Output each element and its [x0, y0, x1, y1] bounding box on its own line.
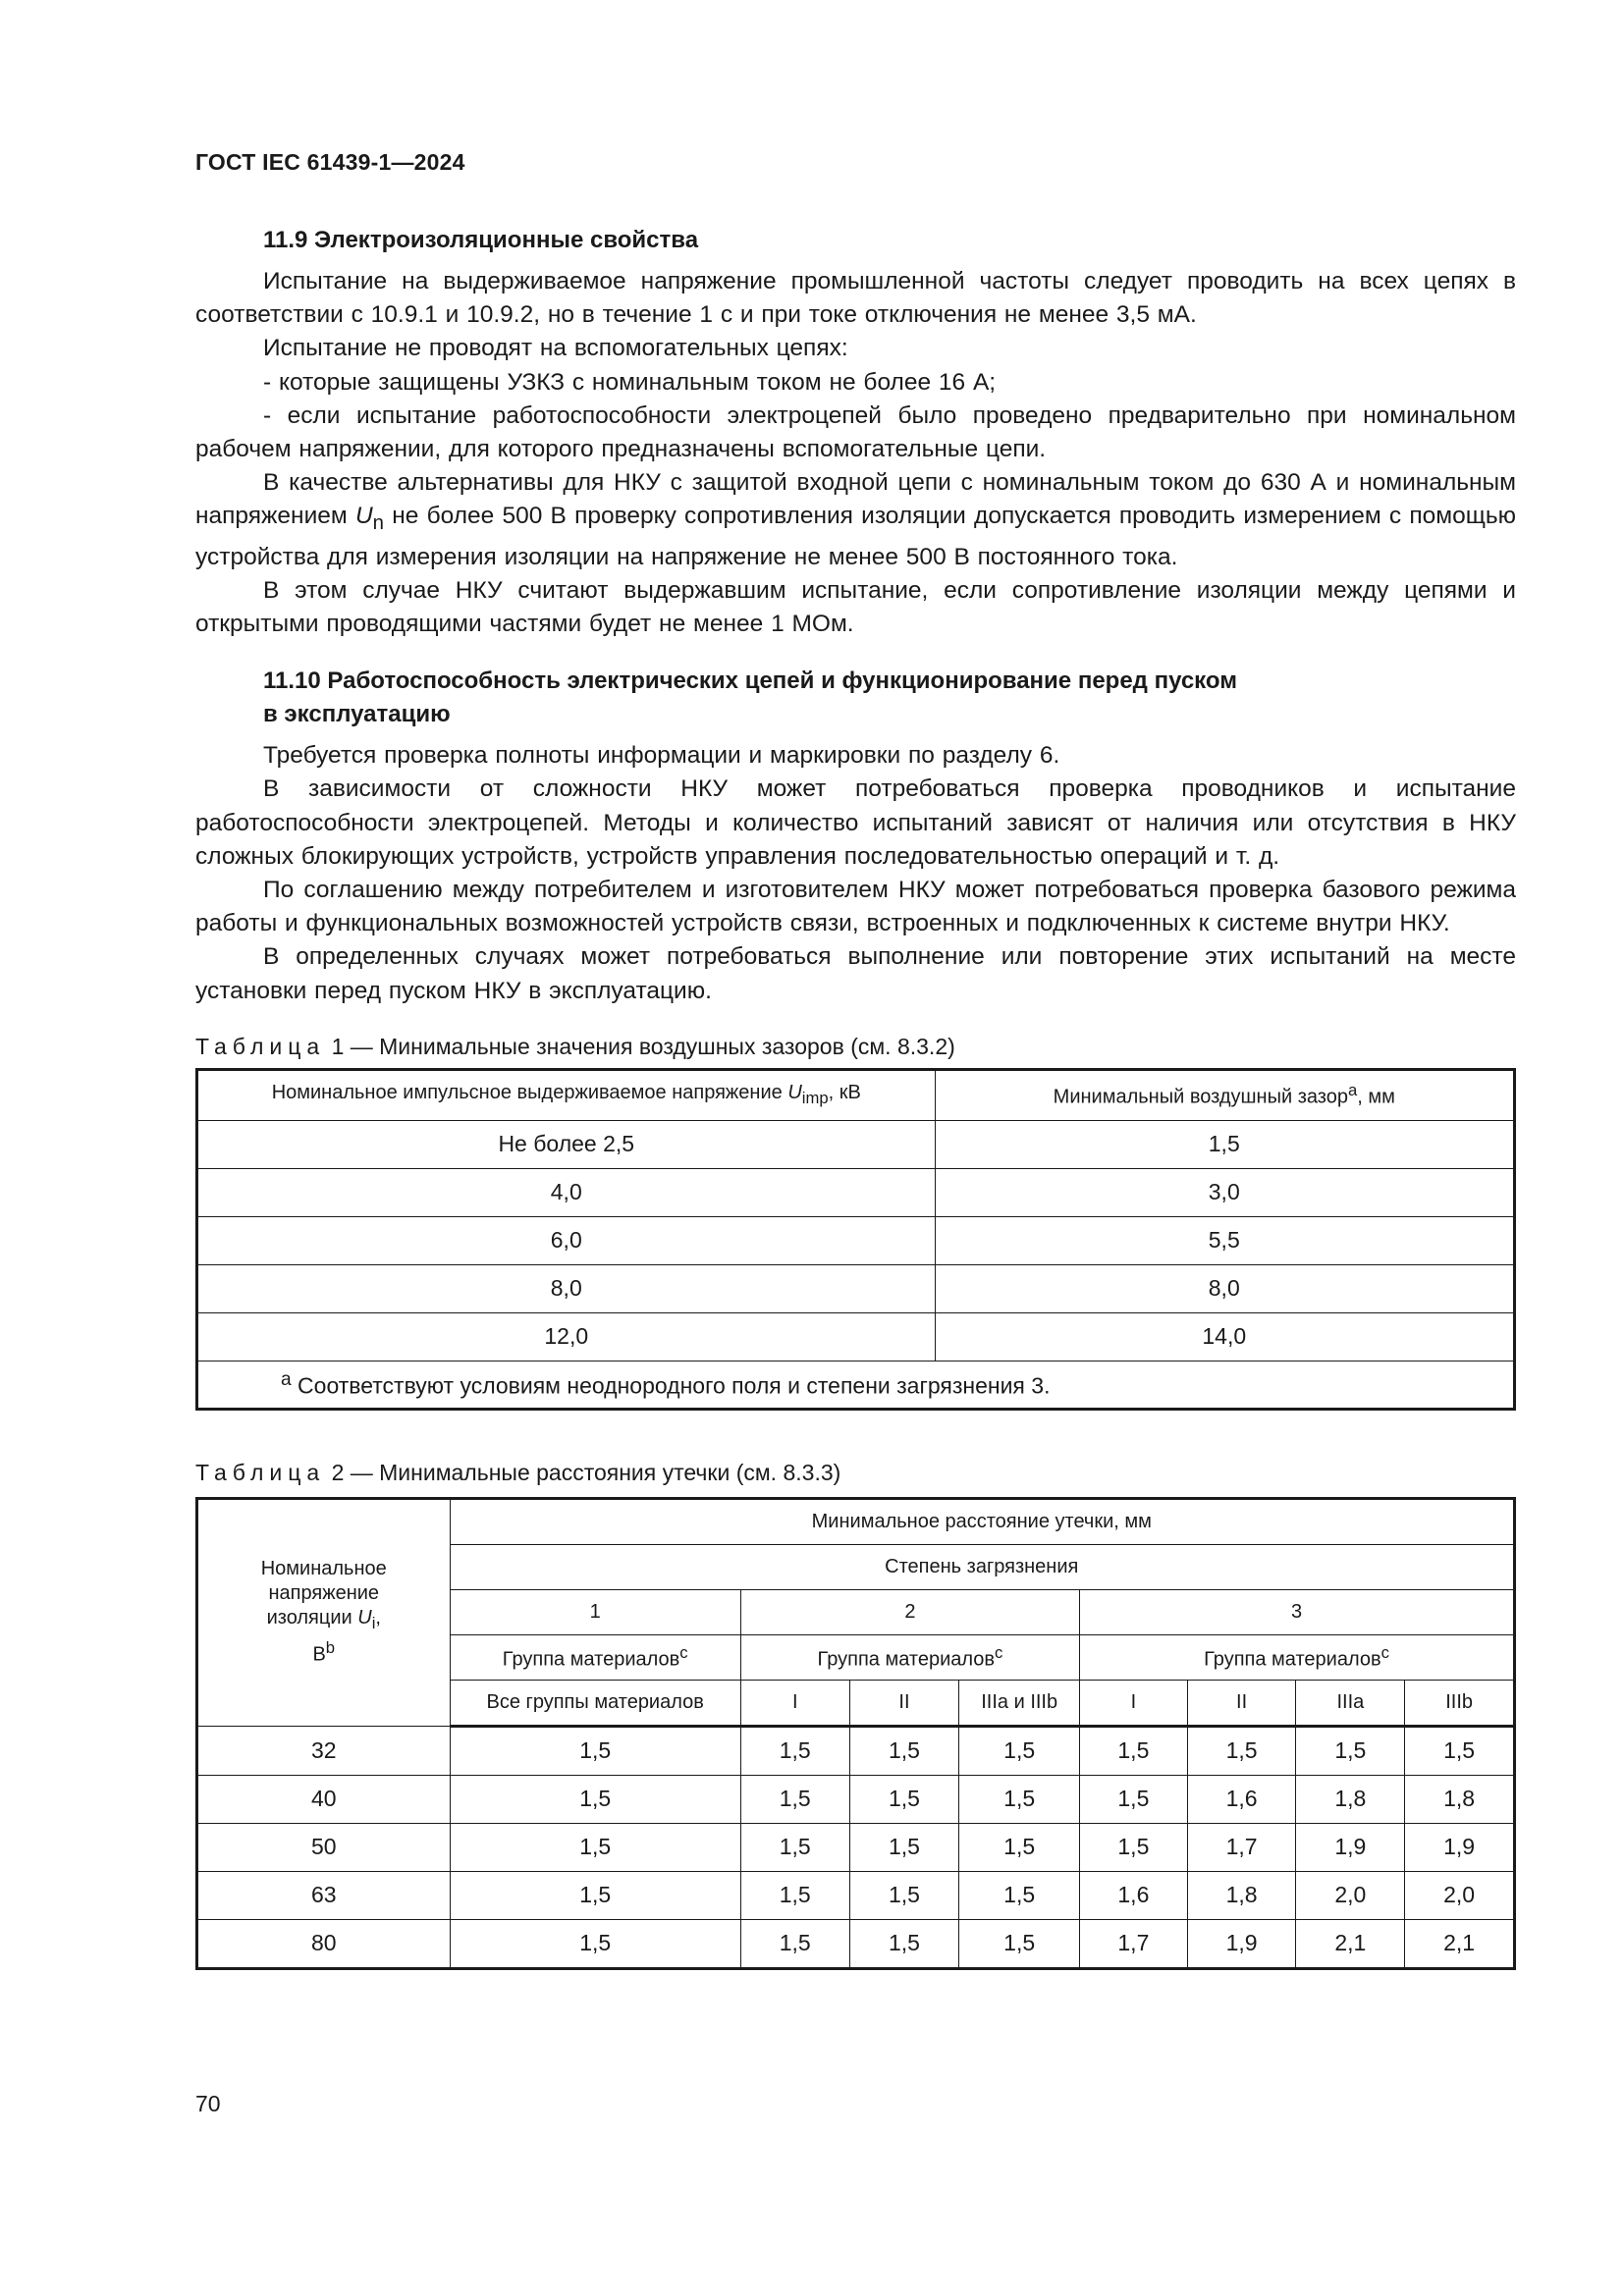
caption-text: 2 — Минимальные расстояния утечки (см. 8.3.3) — [325, 1459, 841, 1485]
table-cell: 1,5 — [1405, 1726, 1515, 1775]
table2 — [195, 1497, 1516, 1970]
page-content — [195, 224, 1516, 1970]
table-cell: 1,5 — [1080, 1726, 1188, 1775]
table-cell: 1,8 — [1405, 1775, 1515, 1823]
column-header: 2 — [740, 1589, 1079, 1634]
table-cell: 63 — [197, 1871, 451, 1919]
table-cell: 1,5 — [740, 1775, 849, 1823]
table-cell: 1,8 — [1187, 1871, 1296, 1919]
caption-word: Таблица — [195, 1033, 326, 1059]
table-cell: 1,9 — [1187, 1919, 1296, 1968]
table-cell: 14,0 — [935, 1312, 1514, 1361]
paragraph: В определенных случаях может потребоваться выполнение или повторение этих испытаний на месте установки перед пуском НКУ в эксплуатацию. — [195, 943, 1516, 1004]
column-header: Все группы материалов — [450, 1680, 740, 1726]
section-11-10-title — [263, 665, 1516, 731]
column-header: Группа материалов$^c$ — [450, 1634, 740, 1680]
table-header-row — [197, 1498, 1515, 1544]
subscript: n — [372, 512, 385, 535]
caption-text: 1 — Минимальные значения воздушных зазоров (см. 8.3.2) — [325, 1033, 955, 1059]
table-cell: 2,0 — [1296, 1871, 1405, 1919]
table-row — [197, 1775, 1515, 1823]
table-cell: 1,5 — [849, 1726, 959, 1775]
table1 — [195, 1068, 1516, 1411]
list-item: - если испытание работоспособности электроцепей было проведено предварительно при номинальном рабочем напряжении, для которого предназначены вспомогательные цепи. — [195, 401, 1516, 463]
table-cell: 3,0 — [935, 1168, 1514, 1216]
table-row — [197, 1168, 1515, 1216]
table-cell: 8,0 — [197, 1264, 936, 1312]
title-line: в эксплуатацию — [263, 701, 451, 728]
section-11-9-title: 11.9 Электроизоляционные свойства — [263, 227, 699, 253]
table-cell: 1,5 — [959, 1871, 1080, 1919]
table-row — [197, 1264, 1515, 1312]
table-cell: Не более 2,5 — [197, 1120, 936, 1168]
column-header: Минимальное расстояние утечки, мм — [450, 1498, 1514, 1544]
paragraph: Испытание не проводят на вспомогательных цепях: — [263, 335, 848, 362]
table-cell: 32 — [197, 1726, 451, 1775]
table-cell: 80 — [197, 1919, 451, 1968]
table-cell: 1,7 — [1187, 1823, 1296, 1871]
column-header: II — [1187, 1680, 1296, 1726]
table-cell: 1,5 — [959, 1823, 1080, 1871]
table-cell: 1,5 — [849, 1823, 959, 1871]
table-cell: 1,5 — [450, 1726, 740, 1775]
table-cell: 40 — [197, 1775, 451, 1823]
table-note-row — [197, 1361, 1515, 1409]
table-cell: 1,9 — [1296, 1823, 1405, 1871]
table-row — [197, 1726, 1515, 1775]
column-header: II — [849, 1680, 959, 1726]
title-line: 11.10 Работоспособность электрических цепей и функционирование перед пуском — [263, 667, 1237, 695]
table-footnote: $^a$ Соответствуют условиям неоднородного поля и степени загрязнения 3. — [197, 1361, 1515, 1409]
table-header-row — [197, 1069, 1515, 1120]
table-cell: 2,0 — [1405, 1871, 1515, 1919]
table-row — [197, 1919, 1515, 1968]
table-cell: 12,0 — [197, 1312, 936, 1361]
table2-caption — [195, 1458, 1516, 1487]
table-cell: 50 — [197, 1823, 451, 1871]
table-cell: 1,5 — [450, 1823, 740, 1871]
paragraph: Требуется проверка полноты информации и маркировки по разделу 6. — [263, 742, 1060, 770]
column-header: 3 — [1080, 1589, 1515, 1634]
column-header: 1 — [450, 1589, 740, 1634]
table-cell: 1,6 — [1080, 1871, 1188, 1919]
column-header: I — [740, 1680, 849, 1726]
table-cell: 1,7 — [1080, 1919, 1188, 1968]
document-code: ГОСТ IEC 61439-1—2024 — [195, 149, 465, 175]
symbol-u: U — [354, 503, 373, 530]
table-cell: 5,5 — [935, 1216, 1514, 1264]
column-header: Группа материалов$^c$ — [1080, 1634, 1515, 1680]
table-cell: 1,5 — [450, 1871, 740, 1919]
column-header: Номинальное импульсное выдерживаемое напряжение $U_{imp}$, кВ — [197, 1069, 936, 1120]
column-header: Степень загрязнения — [450, 1544, 1514, 1589]
column-header: IIIb — [1405, 1680, 1515, 1726]
list-item: - которые защищены УЗКЗ с номинальным током не более 16 А; — [263, 368, 997, 396]
column-header: I — [1080, 1680, 1188, 1726]
text-run: не более 500 В проверку сопротивления изоляции допускается проводить измерением с помощью устройства для измерения изоляции на напряжение не менее 500 В постоянного тока. — [195, 503, 1517, 570]
caption-word: Таблица — [195, 1459, 326, 1485]
paragraph: В этом случае НКУ считают выдержавшим испытание, если сопротивление изоляции между цепями и открытыми проводящими частями будет не менее 1 МОм. — [195, 576, 1516, 637]
table-cell: 1,5 — [959, 1775, 1080, 1823]
table-cell: 1,5 — [450, 1775, 740, 1823]
table-cell: 6,0 — [197, 1216, 936, 1264]
table-row — [197, 1120, 1515, 1168]
table-cell: 1,5 — [959, 1726, 1080, 1775]
table-cell: 1,5 — [959, 1919, 1080, 1968]
table-cell: 1,5 — [740, 1919, 849, 1968]
paragraph: Испытание на выдерживаемое напряжение промышленной частоты следует проводить на всех цепях в соответствии с 10.9.1 и 10.9.2, но в течение 1 с и при токе отключения не менее 3,5 мА. — [195, 268, 1516, 329]
table-cell: 1,5 — [740, 1726, 849, 1775]
table-cell: 2,1 — [1296, 1919, 1405, 1968]
table-cell: 1,5 — [935, 1120, 1514, 1168]
column-header: IIIa — [1296, 1680, 1405, 1726]
table-cell: 4,0 — [197, 1168, 936, 1216]
table-row — [197, 1312, 1515, 1361]
table-cell: 1,5 — [849, 1871, 959, 1919]
column-header: Группа материалов$^c$ — [740, 1634, 1079, 1680]
table-cell: 1,5 — [849, 1919, 959, 1968]
table-cell: 1,9 — [1405, 1823, 1515, 1871]
table-cell: 1,5 — [1187, 1726, 1296, 1775]
table-cell: 1,8 — [1296, 1775, 1405, 1823]
table-cell: 1,5 — [740, 1871, 849, 1919]
paragraph: По соглашению между потребителем и изготовителем НКУ может потребоваться проверка базового режима работы и функциональных возможностей устройств связи, встроенных и подключенных к системе внутри НКУ. — [195, 876, 1516, 937]
table-cell: 1,5 — [1296, 1726, 1405, 1775]
table-cell: 8,0 — [935, 1264, 1514, 1312]
column-header: Минимальный воздушный зазор$^a$, мм — [935, 1069, 1514, 1120]
table-cell: 1,5 — [1080, 1775, 1188, 1823]
table-row — [197, 1871, 1515, 1919]
table1-caption — [195, 1032, 1516, 1061]
paragraph: В зависимости от сложности НКУ может потребоваться проверка проводников и испытание работоспособности электроцепей. Методы и количество испытаний зависят от наличия или отсутствия в НКУ сложных блокирующих устройств, устройств управления последовательностью операций и т. д. — [195, 775, 1516, 870]
table-cell: 1,5 — [450, 1919, 740, 1968]
table-cell: 1,6 — [1187, 1775, 1296, 1823]
table-cell: 2,1 — [1405, 1919, 1515, 1968]
table-row — [197, 1216, 1515, 1264]
table-cell: 1,5 — [1080, 1823, 1188, 1871]
text-run: В качестве альтернативы для НКУ с защитой входной цепи с номинальным током до 630 А и номинальным напряжением — [195, 469, 1516, 530]
table-cell: 1,5 — [849, 1775, 959, 1823]
stub-header: Номинальное напряжение изоляции $U_i$, $В^b$ — [197, 1498, 451, 1726]
column-header: IIIa и IIIb — [959, 1680, 1080, 1726]
table-row — [197, 1823, 1515, 1871]
table-cell: 1,5 — [740, 1823, 849, 1871]
paragraph — [195, 466, 1516, 574]
page-number: 70 — [195, 2091, 221, 2116]
